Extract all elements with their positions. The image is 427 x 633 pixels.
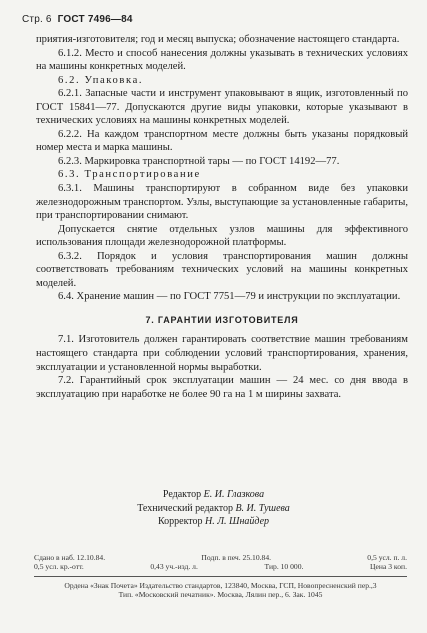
imprint-row-1 (34, 553, 407, 562)
printer-line: Тип. «Московский печатник». Москва, Лялин пер., 6. Зак. 1045 (118, 589, 323, 599)
paragraph-6-2-1: 6.2.1. Запасные части и инструмент упаковывают в ящик, изготовленный по ГОСТ 15841—77. Допускаются другие виды упаковки, которые указывают в технических условиях на машины конкретных моделей. (36, 88, 408, 127)
paragraph-6-3-1: 6.3.1. Машины транспортируют в собранном виде без упаковки железнодорожным транспортом. Узлы, выступающие за установленные габариты, при транспортировании снимают. (36, 183, 408, 222)
imprint-block (34, 553, 407, 599)
print-run: Тир. 10 000. (264, 562, 304, 572)
heading-6-2-packing: 6.2. Упаковка. (58, 74, 144, 86)
paragraph-7-2: 7.2. Гарантийный срок эксплуатации машин — 24 мес. со дня ввода в эксплуатацию при наработке не более 90 га на 1 м ширины захвата. (36, 375, 408, 400)
paragraph-7-1: 7.1. Изготовитель должен гарантировать соответствие машин требованиям настоящего стандарта при соблюдении условий транспортирования, хранения, эксплуатации и установленной нормы выработки. (36, 334, 408, 373)
editor-name: Е. И. Глазкова (203, 489, 265, 500)
corrector-name: Н. Л. Шнайдер (205, 516, 270, 527)
price: Цена 3 коп. (370, 562, 407, 572)
print-sheets: 0,5 усл. п. л. (367, 553, 407, 562)
page-number: Стр. 6 (22, 14, 52, 25)
divider (34, 576, 407, 577)
corrector-role: Корректор (157, 516, 203, 527)
paragraph-6-3-1-note: Допускается снятие отдельных узлов машины для эффективного использования площади железнодорожной платформы. (36, 223, 408, 249)
publisher-sheets: 0,43 уч.-изд. л. (150, 562, 198, 572)
editor-line (0, 488, 427, 502)
tech-editor-line (0, 502, 427, 516)
tech-editor-role: Технический редактор (137, 502, 233, 514)
credits-block (0, 488, 427, 529)
paragraph-6-4: 6.4. Хранение машин — по ГОСТ 7751—79 и инструкции по эксплуатации. (58, 291, 401, 303)
publisher-line: Ордена «Знак Почета» Издательство стандартов, 123840, Москва, ГСП, Новопресненский пер.,3 (64, 580, 377, 590)
standard-code: ГОСТ 7496—84 (57, 14, 133, 25)
paragraph-6-2-3: 6.2.3. Маркировка транспортной тары — по ГОСТ 14192—77. (58, 155, 340, 167)
tech-editor-name: В. И. Тушева (235, 502, 290, 514)
page-header (22, 14, 133, 25)
corrector-line (0, 515, 427, 529)
signed-date: Подп. в печ. 25.10.84. (201, 553, 272, 562)
submitted-date: Сдано в наб. 12.10.84. (34, 553, 106, 562)
paragraph-continuation: приятия-изготовителя; год и месяц выпуска; обозначение настоящего стандарта. (36, 34, 400, 45)
imprint-row-2 (34, 562, 407, 571)
heading-6-3-transport: 6.3. Транспортирование (58, 169, 201, 181)
paragraph-6-2-2: 6.2.2. На каждом транспортном месте должны быть указаны порядковый номер места и марка машины. (36, 128, 408, 154)
body-text (36, 33, 408, 401)
paragraph-6-3-2: 6.3.2. Порядок и условия транспортирования машин должны соответствовать требованиям технических условий на машины конкретных моделей. (36, 250, 408, 289)
section-7-title: 7. ГАРАНТИИ ИЗГОТОВИТЕЛЯ (145, 314, 299, 325)
color-proofs: 0,5 усл. кр.-отт. (34, 562, 84, 572)
editor-role: Редактор (162, 489, 202, 500)
paragraph-6-1-2: 6.1.2. Место и способ нанесения должны указывать в технических условиях на машины конкретных моделей. (36, 47, 408, 73)
